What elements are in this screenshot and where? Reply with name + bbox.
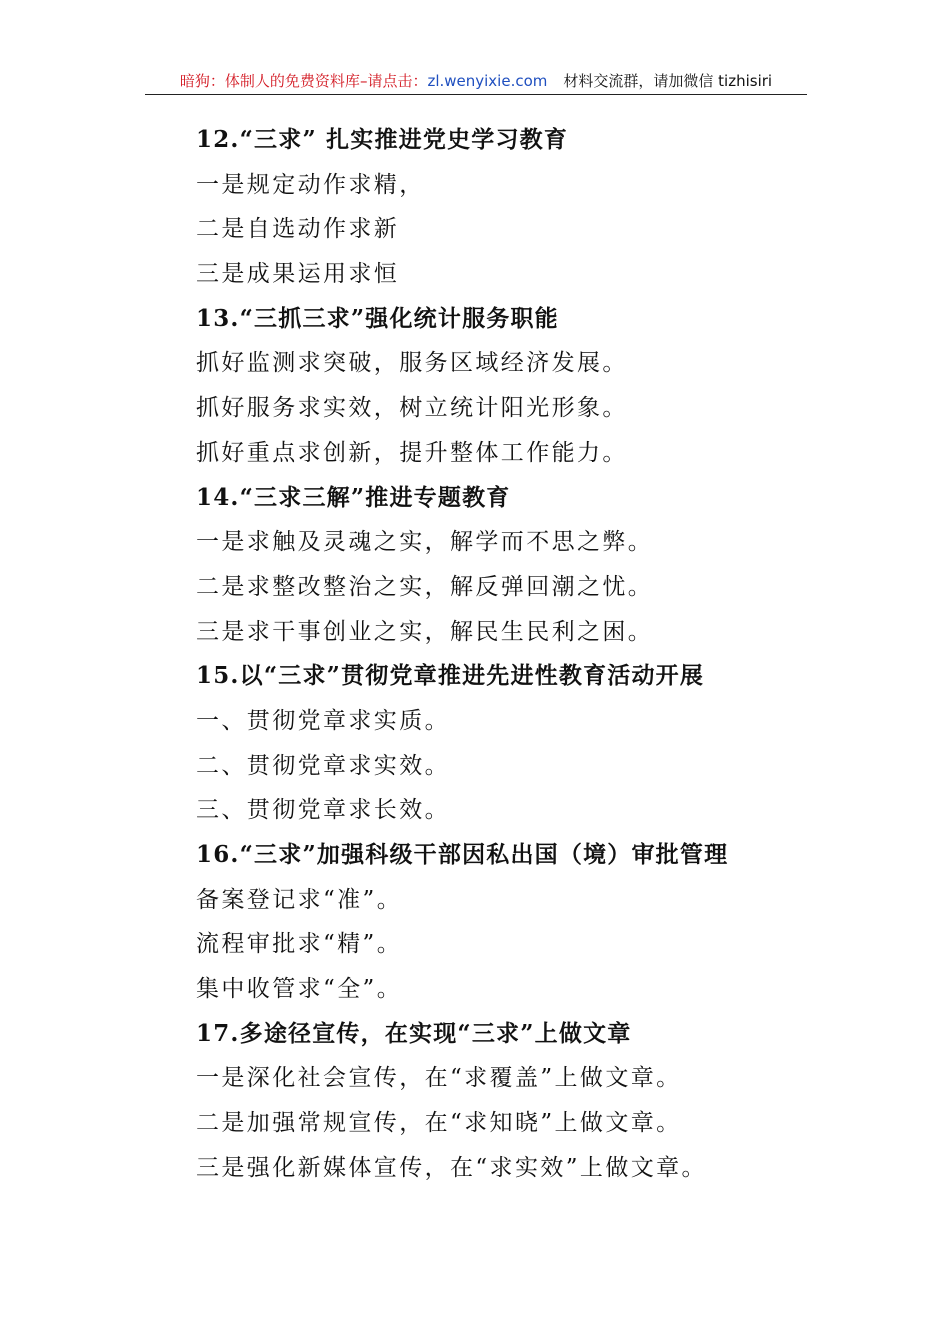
section-heading-16: 16.“三求”加强科级干部因私出国（境）审批管理 xyxy=(196,841,729,868)
header-link[interactable]: zl.wenyixie.com xyxy=(427,72,548,90)
section-heading-12: 12.“三求” 扎实推进党史学习教育 xyxy=(196,126,569,153)
body-line: 抓好服务求实效，树立统计阳光形象。 xyxy=(196,395,628,422)
body-line: 二是加强常规宣传，在“求知晓”上做文章。 xyxy=(196,1110,682,1137)
body-line: 三是成果运用求恒 xyxy=(196,261,400,288)
body-line: 一是深化社会宣传，在“求覆盖”上做文章。 xyxy=(196,1065,682,1092)
body-line: 抓好重点求创新，提升整体工作能力。 xyxy=(196,439,628,466)
body-line: 三是求干事创业之实，解民生民利之困。 xyxy=(196,618,654,645)
header-brand: 暗狗：体制人的免费资料库 xyxy=(179,72,360,90)
page-header xyxy=(145,70,807,95)
section-heading-14: 14.“三求三解”推进专题教育 xyxy=(196,483,511,511)
body-line: 二、贯彻党章求实效。 xyxy=(196,752,450,779)
section-heading-15: 15.以“三求”贯彻党章推进先进性教育活动开展 xyxy=(196,662,705,690)
document-body xyxy=(196,118,796,1191)
body-line: 三是强化新媒体宣传，在“求实效”上做文章。 xyxy=(196,1154,707,1181)
section-heading-13: 13.“三抓三求”强化统计服务职能 xyxy=(196,304,559,332)
body-line: 集中收管求“全”。 xyxy=(196,976,403,1003)
body-line: 一、贯彻党章求实质。 xyxy=(196,707,450,734)
header-group-note: 材料交流群，请加微信 tizhisiri xyxy=(563,72,773,90)
body-line: 流程审批求“精”。 xyxy=(196,931,403,958)
body-line: 一是规定动作求精， xyxy=(196,171,425,198)
body-line: 三、贯彻党章求长效。 xyxy=(196,797,450,824)
body-line: 备案登记求“准”。 xyxy=(196,886,403,913)
body-line: 二是自选动作求新 xyxy=(196,216,400,243)
header-prompt: –请点击： xyxy=(359,72,428,90)
section-heading-17: 17.多途径宣传，在实现“三求”上做文章 xyxy=(196,1019,632,1047)
body-line: 抓好监测求突破，服务区域经济发展。 xyxy=(196,350,628,377)
body-line: 一是求触及灵魂之实，解学而不思之弊。 xyxy=(196,529,654,556)
body-line: 二是求整改整治之实，解反弹回潮之忧。 xyxy=(196,573,654,600)
